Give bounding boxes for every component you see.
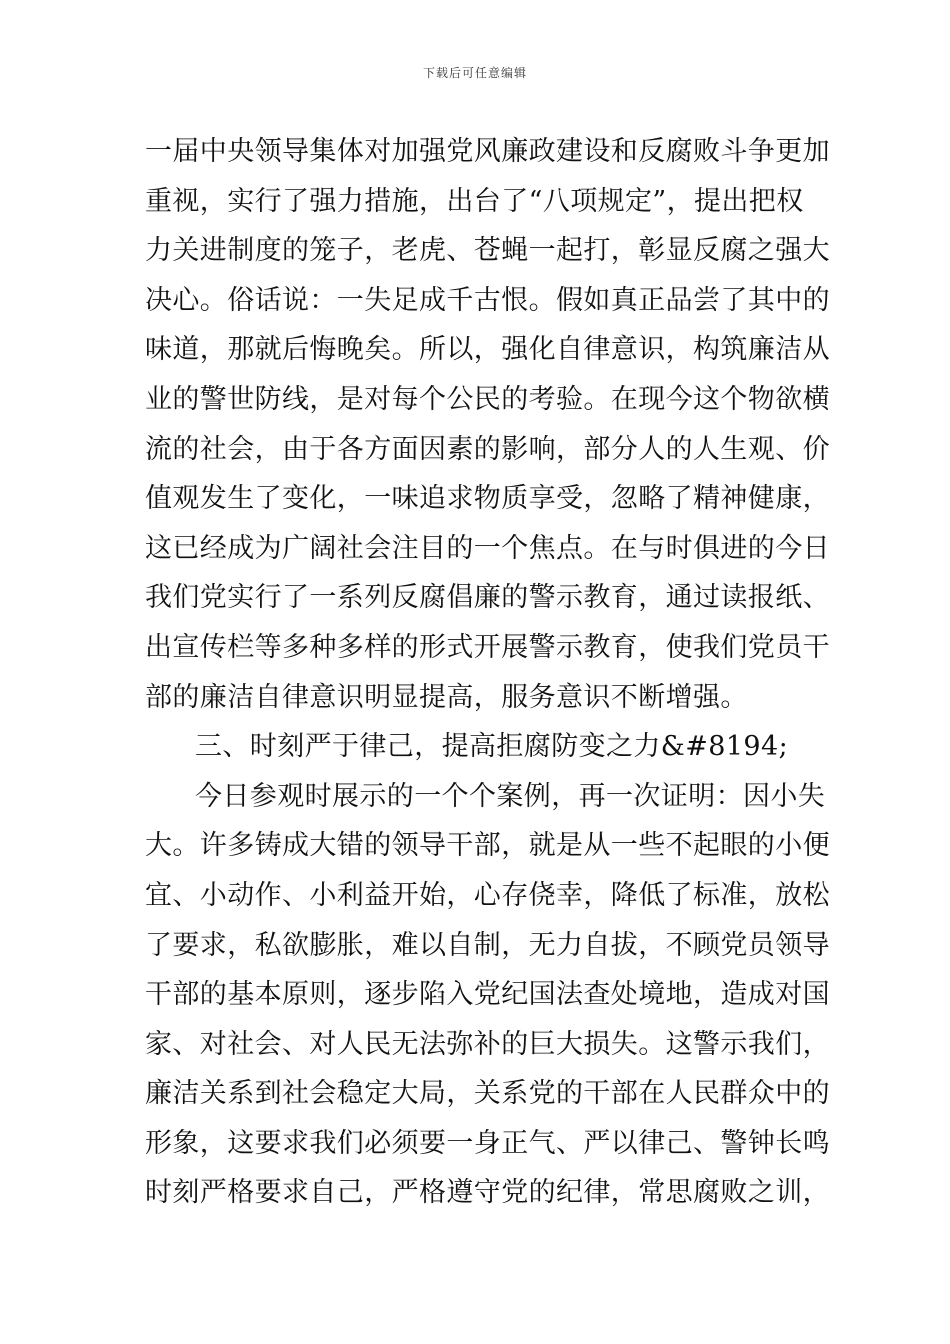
text-line: 时刻严格要求自己，严格遵守党的纪律，常思腐败之训， [145, 1177, 830, 1209]
paragraph-first-line: 今日参观时展示的一个个案例，再一次证明：因小失 [195, 780, 826, 812]
text-line: 重视，实行了强力措施，出台了“八项规定”，提出把权 [145, 185, 804, 217]
text-line: 形象，这要求我们必须要一身正气、严以律己、警钟长鸣 [145, 1127, 830, 1159]
text-line: 业的警世防线，是对每个公民的考验。在现今这个物欲横 [145, 383, 830, 415]
text-line: 这已经成为广阔社会注目的一个焦点。在与时俱进的今日 [145, 532, 830, 564]
text-line: 一届中央领导集体对加强党风廉政建设和反腐败斗争更加 [145, 136, 830, 167]
text-line: 了要求，私欲膨胀，难以自制，无力自拔，不顾党员领导 [145, 929, 830, 961]
text-line: 味道，那就后悔晚矣。所以，强化自律意识，构筑廉洁从 [145, 334, 830, 366]
text-line: 流的社会，由于各方面因素的影响，部分人的人生观、价 [145, 433, 830, 465]
text-line: 廉洁关系到社会稳定大局，关系党的干部在人民群众中的 [145, 1078, 830, 1110]
text-line: 宜、小动作、小利益开始，心存侥幸，降低了标准，放松 [145, 879, 830, 911]
document-body [145, 127, 830, 1218]
text-line: 值观发生了变化，一味追求物质享受，忽略了精神健康， [145, 483, 830, 515]
text-line: 家、对社会、对人民无法弥补的巨大损失。这警示我们， [145, 1028, 830, 1060]
text-line: 力关进制度的笼子，老虎、苍蝇一起打，彰显反腐之强大 [145, 235, 830, 267]
text-line: 出宣传栏等多种多样的形式开展警示教育，使我们党员干 [145, 631, 830, 663]
text-line: 决心。俗话说：一失足成千古恨。假如真正品尝了其中的 [145, 284, 830, 316]
text-line: 干部的基本原则，逐步陷入党纪国法查处境地，造成对国 [145, 979, 830, 1011]
page-header: 下载后可任意编辑 [422, 66, 527, 80]
text-line: 大。许多铸成大错的领导干部，就是从一些不起眼的小便 [145, 830, 830, 862]
section-heading: 三、时刻严于律己，提高拒腐防变之力&#8194; [195, 731, 789, 763]
text-line: 我们党实行了一系列反腐倡廉的警示教育，通过读报纸、 [145, 582, 830, 614]
text-line: 部的廉洁自律意识明显提高，服务意识不断增强。 [145, 681, 748, 713]
